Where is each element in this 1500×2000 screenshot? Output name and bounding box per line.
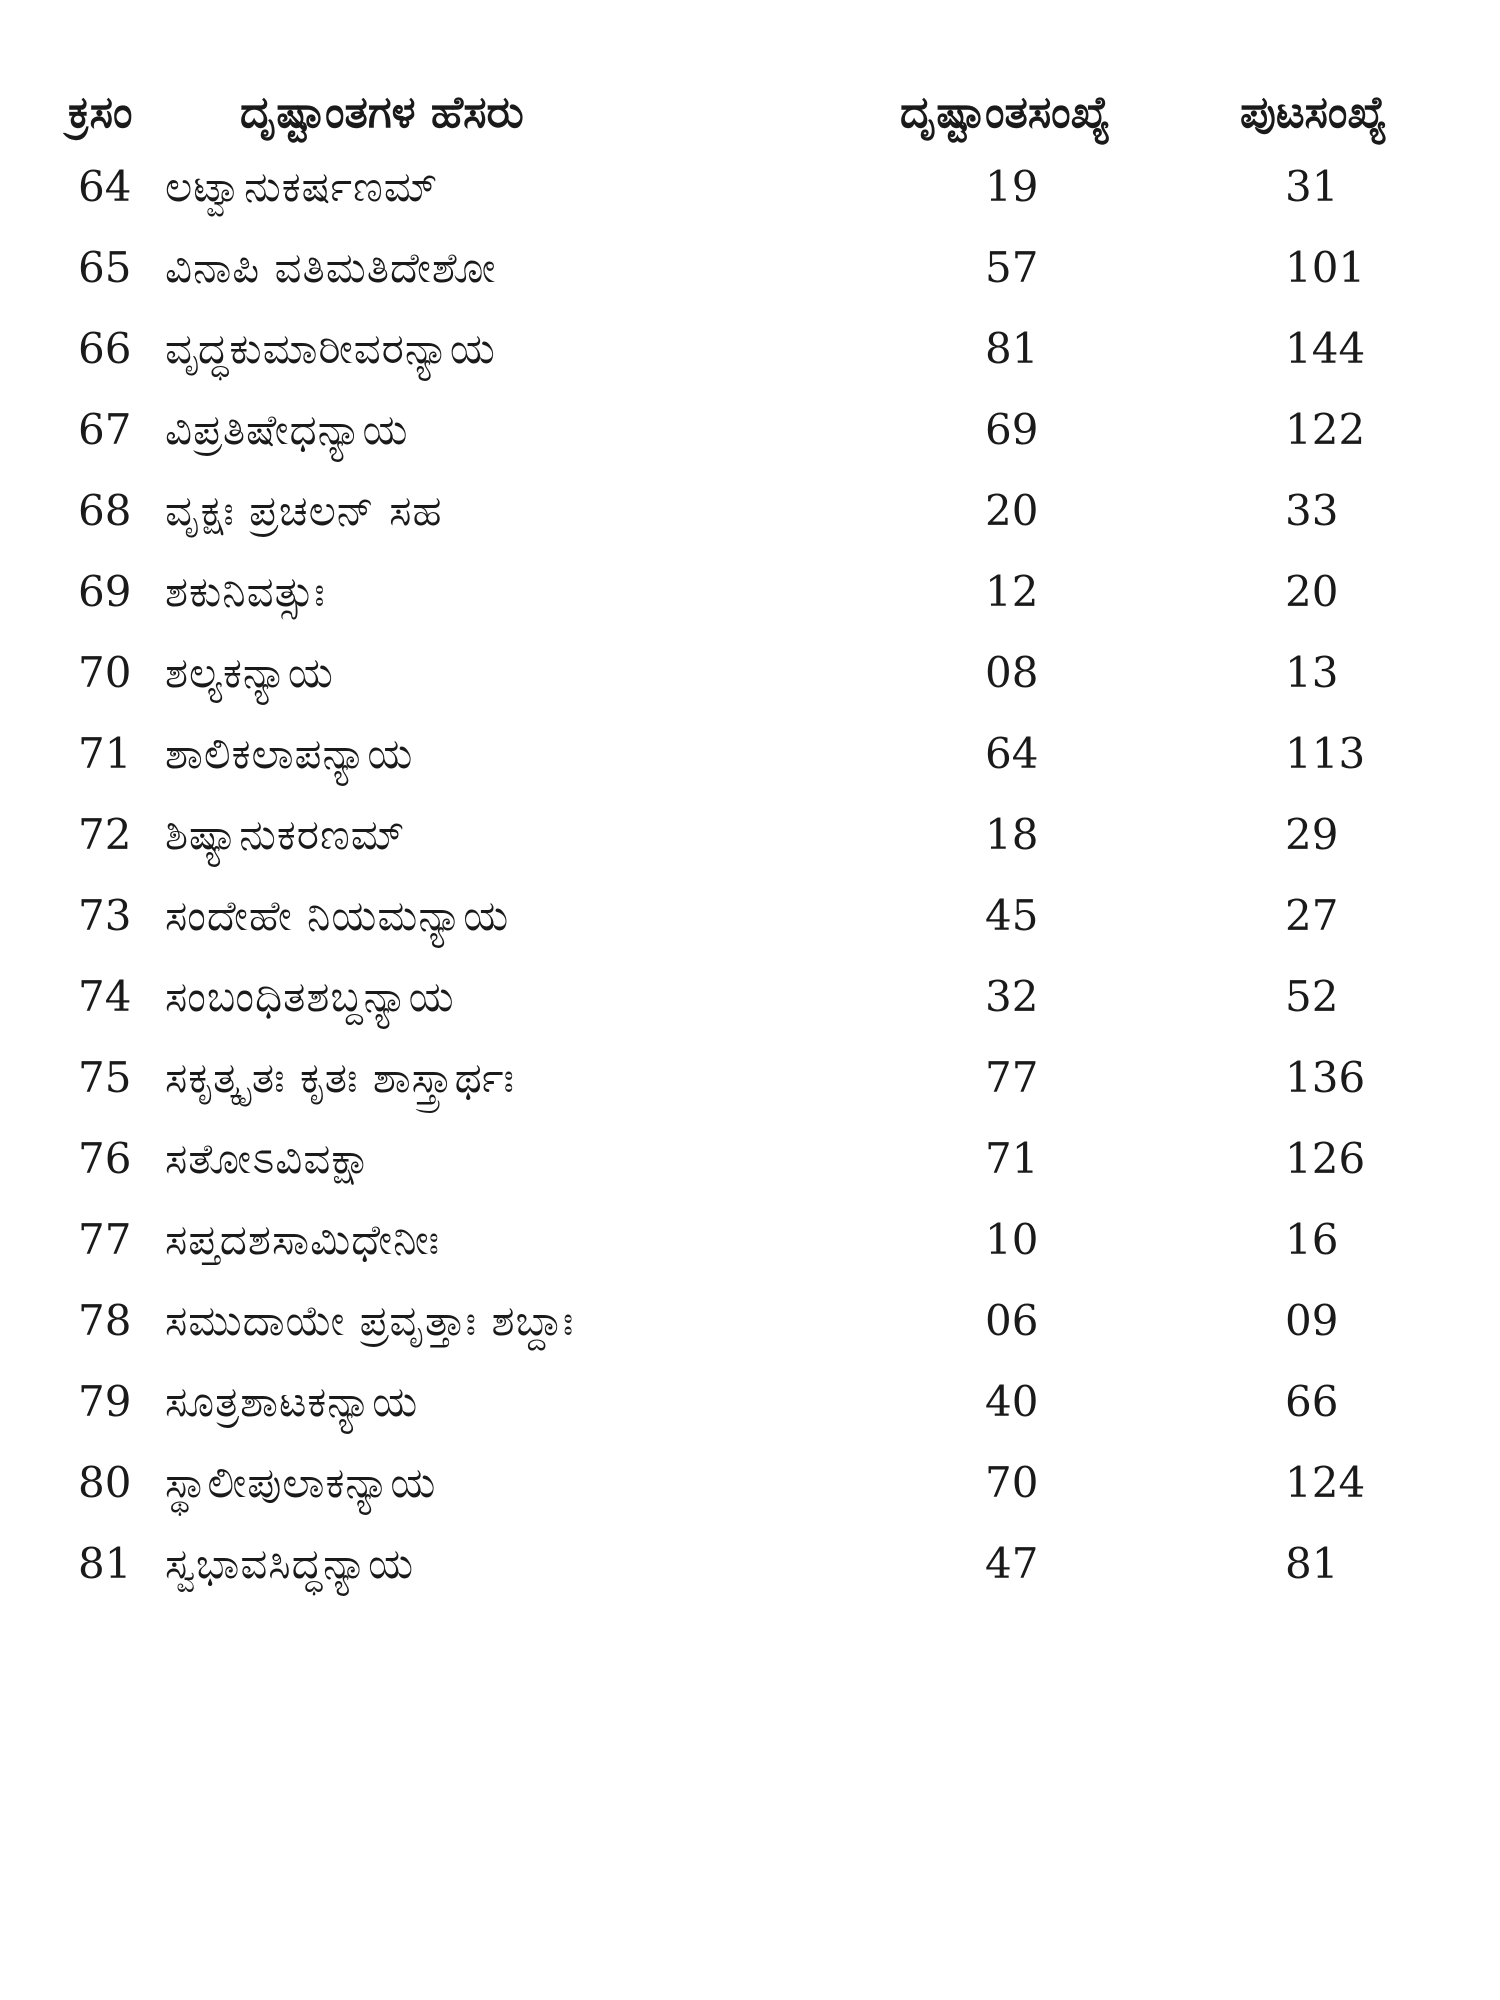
table-row bbox=[0, 1529, 1500, 1610]
table-row bbox=[0, 1286, 1500, 1367]
row-page-number: 113 bbox=[1285, 729, 1366, 778]
table-row bbox=[0, 962, 1500, 1043]
table-row bbox=[0, 152, 1500, 233]
row-page-number: 101 bbox=[1285, 243, 1366, 292]
row-serial: 74 bbox=[78, 972, 132, 1021]
row-name: ಲಟ್ವಾನುಕರ್ಷಣಮ್ bbox=[165, 162, 439, 211]
row-name: ಸಂಬಂಧಿತಶಬ್ದನ್ಯಾಯ bbox=[165, 972, 455, 1021]
table-row bbox=[0, 557, 1500, 638]
row-serial: 79 bbox=[78, 1377, 132, 1426]
row-name: ಶಕುನಿವತ್ಸುಃ bbox=[165, 567, 326, 616]
row-name: ಶಿಷ್ಯಾನುಕರಣಮ್ bbox=[165, 810, 406, 859]
row-name: ಸ್ಥಾಲೀಪುಲಾಕನ್ಯಾಯ bbox=[165, 1458, 437, 1507]
row-name: ಸ್ವಭಾವಸಿದ್ಧನ್ಯಾಯ bbox=[165, 1539, 415, 1588]
row-example-count: 71 bbox=[985, 1134, 1039, 1183]
row-page-number: 66 bbox=[1285, 1377, 1339, 1426]
row-serial: 78 bbox=[78, 1296, 132, 1345]
row-serial: 70 bbox=[78, 648, 132, 697]
row-example-count: 57 bbox=[985, 243, 1039, 292]
row-example-count: 69 bbox=[985, 405, 1039, 454]
row-name: ವಿಪ್ರತಿಷೇಧನ್ಯಾಯ bbox=[165, 405, 409, 454]
row-example-count: 47 bbox=[985, 1539, 1039, 1588]
row-name: ಸಪ್ತದಶಸಾಮಿಧೇನೀಃ bbox=[165, 1215, 441, 1264]
row-example-count: 12 bbox=[985, 567, 1039, 616]
table-body bbox=[0, 152, 1500, 1610]
table-row bbox=[0, 1367, 1500, 1448]
row-serial: 75 bbox=[78, 1053, 132, 1102]
table-row bbox=[0, 1124, 1500, 1205]
row-page-number: 126 bbox=[1285, 1134, 1366, 1183]
table-row bbox=[0, 881, 1500, 962]
table-row bbox=[0, 1205, 1500, 1286]
row-page-number: 122 bbox=[1285, 405, 1366, 454]
table-row bbox=[0, 638, 1500, 719]
header-example-count: ದೃಷ್ಟಾಂತಸಂಖ್ಯೆ bbox=[900, 87, 1111, 138]
header-serial: ಕ್ರಸಂ bbox=[68, 87, 133, 138]
row-example-count: 18 bbox=[985, 810, 1039, 859]
row-example-count: 40 bbox=[985, 1377, 1039, 1426]
row-page-number: 52 bbox=[1285, 972, 1339, 1021]
header-page-number: ಪುಟಸಂಖ್ಯೆ bbox=[1240, 87, 1388, 138]
row-serial: 67 bbox=[78, 405, 132, 454]
row-example-count: 45 bbox=[985, 891, 1039, 940]
row-page-number: 16 bbox=[1285, 1215, 1339, 1264]
row-page-number: 124 bbox=[1285, 1458, 1366, 1507]
row-name: ಸಕೃತ್ಕೃತಃ ಕೃತಃ ಶಾಸ್ತ್ರಾರ್ಥಃ bbox=[165, 1053, 515, 1102]
row-example-count: 70 bbox=[985, 1458, 1039, 1507]
row-serial: 71 bbox=[78, 729, 132, 778]
row-example-count: 20 bbox=[985, 486, 1039, 535]
row-serial: 68 bbox=[78, 486, 132, 535]
row-page-number: 13 bbox=[1285, 648, 1339, 697]
row-page-number: 31 bbox=[1285, 162, 1339, 211]
row-example-count: 06 bbox=[985, 1296, 1039, 1345]
table-row bbox=[0, 1043, 1500, 1124]
row-page-number: 136 bbox=[1285, 1053, 1366, 1102]
row-example-count: 64 bbox=[985, 729, 1039, 778]
row-serial: 66 bbox=[78, 324, 132, 373]
row-name: ಸಂದೇಹೇ ನಿಯಮನ್ಯಾಯ bbox=[165, 891, 510, 940]
row-example-count: 81 bbox=[985, 324, 1039, 373]
header-name: ದೃಷ್ಟಾಂತಗಳ ಹೆಸರು bbox=[240, 87, 524, 138]
row-page-number: 09 bbox=[1285, 1296, 1339, 1345]
row-serial: 76 bbox=[78, 1134, 132, 1183]
row-example-count: 77 bbox=[985, 1053, 1039, 1102]
row-serial: 64 bbox=[78, 162, 132, 211]
row-name: ವಿನಾಪಿ ವತಿಮತಿದೇಶೋ bbox=[165, 243, 497, 292]
row-serial: 73 bbox=[78, 891, 132, 940]
row-page-number: 20 bbox=[1285, 567, 1339, 616]
row-serial: 81 bbox=[78, 1539, 132, 1588]
row-serial: 80 bbox=[78, 1458, 132, 1507]
row-serial: 77 bbox=[78, 1215, 132, 1264]
row-page-number: 29 bbox=[1285, 810, 1339, 859]
table-header bbox=[0, 78, 1500, 148]
row-example-count: 08 bbox=[985, 648, 1039, 697]
table-row bbox=[0, 233, 1500, 314]
row-example-count: 32 bbox=[985, 972, 1039, 1021]
row-serial: 72 bbox=[78, 810, 132, 859]
row-name: ಸತೋಽವಿವಕ್ಷಾ bbox=[165, 1134, 373, 1183]
row-name: ಸೂತ್ರಶಾಟಕನ್ಯಾಯ bbox=[165, 1377, 419, 1426]
row-name: ಸಮುದಾಯೇ ಪ್ರವೃತ್ತಾಃ ಶಬ್ದಾಃ bbox=[165, 1296, 575, 1345]
row-serial: 65 bbox=[78, 243, 132, 292]
row-name: ವೃದ್ಧಕುಮಾರೀವರನ್ಯಾಯ bbox=[165, 324, 496, 373]
row-page-number: 81 bbox=[1285, 1539, 1339, 1588]
table-row bbox=[0, 395, 1500, 476]
row-example-count: 19 bbox=[985, 162, 1039, 211]
table-row bbox=[0, 314, 1500, 395]
row-page-number: 33 bbox=[1285, 486, 1339, 535]
row-page-number: 144 bbox=[1285, 324, 1366, 373]
table-row bbox=[0, 476, 1500, 557]
row-name: ಶಾಲಿಕಲಾಪನ್ಯಾಯ bbox=[165, 729, 414, 778]
row-serial: 69 bbox=[78, 567, 132, 616]
table-row bbox=[0, 719, 1500, 800]
table-row bbox=[0, 800, 1500, 881]
row-name: ವೃಕ್ಷಃ ಪ್ರಚಲನ್ ಸಹ bbox=[165, 486, 443, 535]
table-row bbox=[0, 1448, 1500, 1529]
row-example-count: 10 bbox=[985, 1215, 1039, 1264]
row-name: ಶಲ್ಯಕನ್ಯಾಯ bbox=[165, 648, 334, 697]
row-page-number: 27 bbox=[1285, 891, 1339, 940]
